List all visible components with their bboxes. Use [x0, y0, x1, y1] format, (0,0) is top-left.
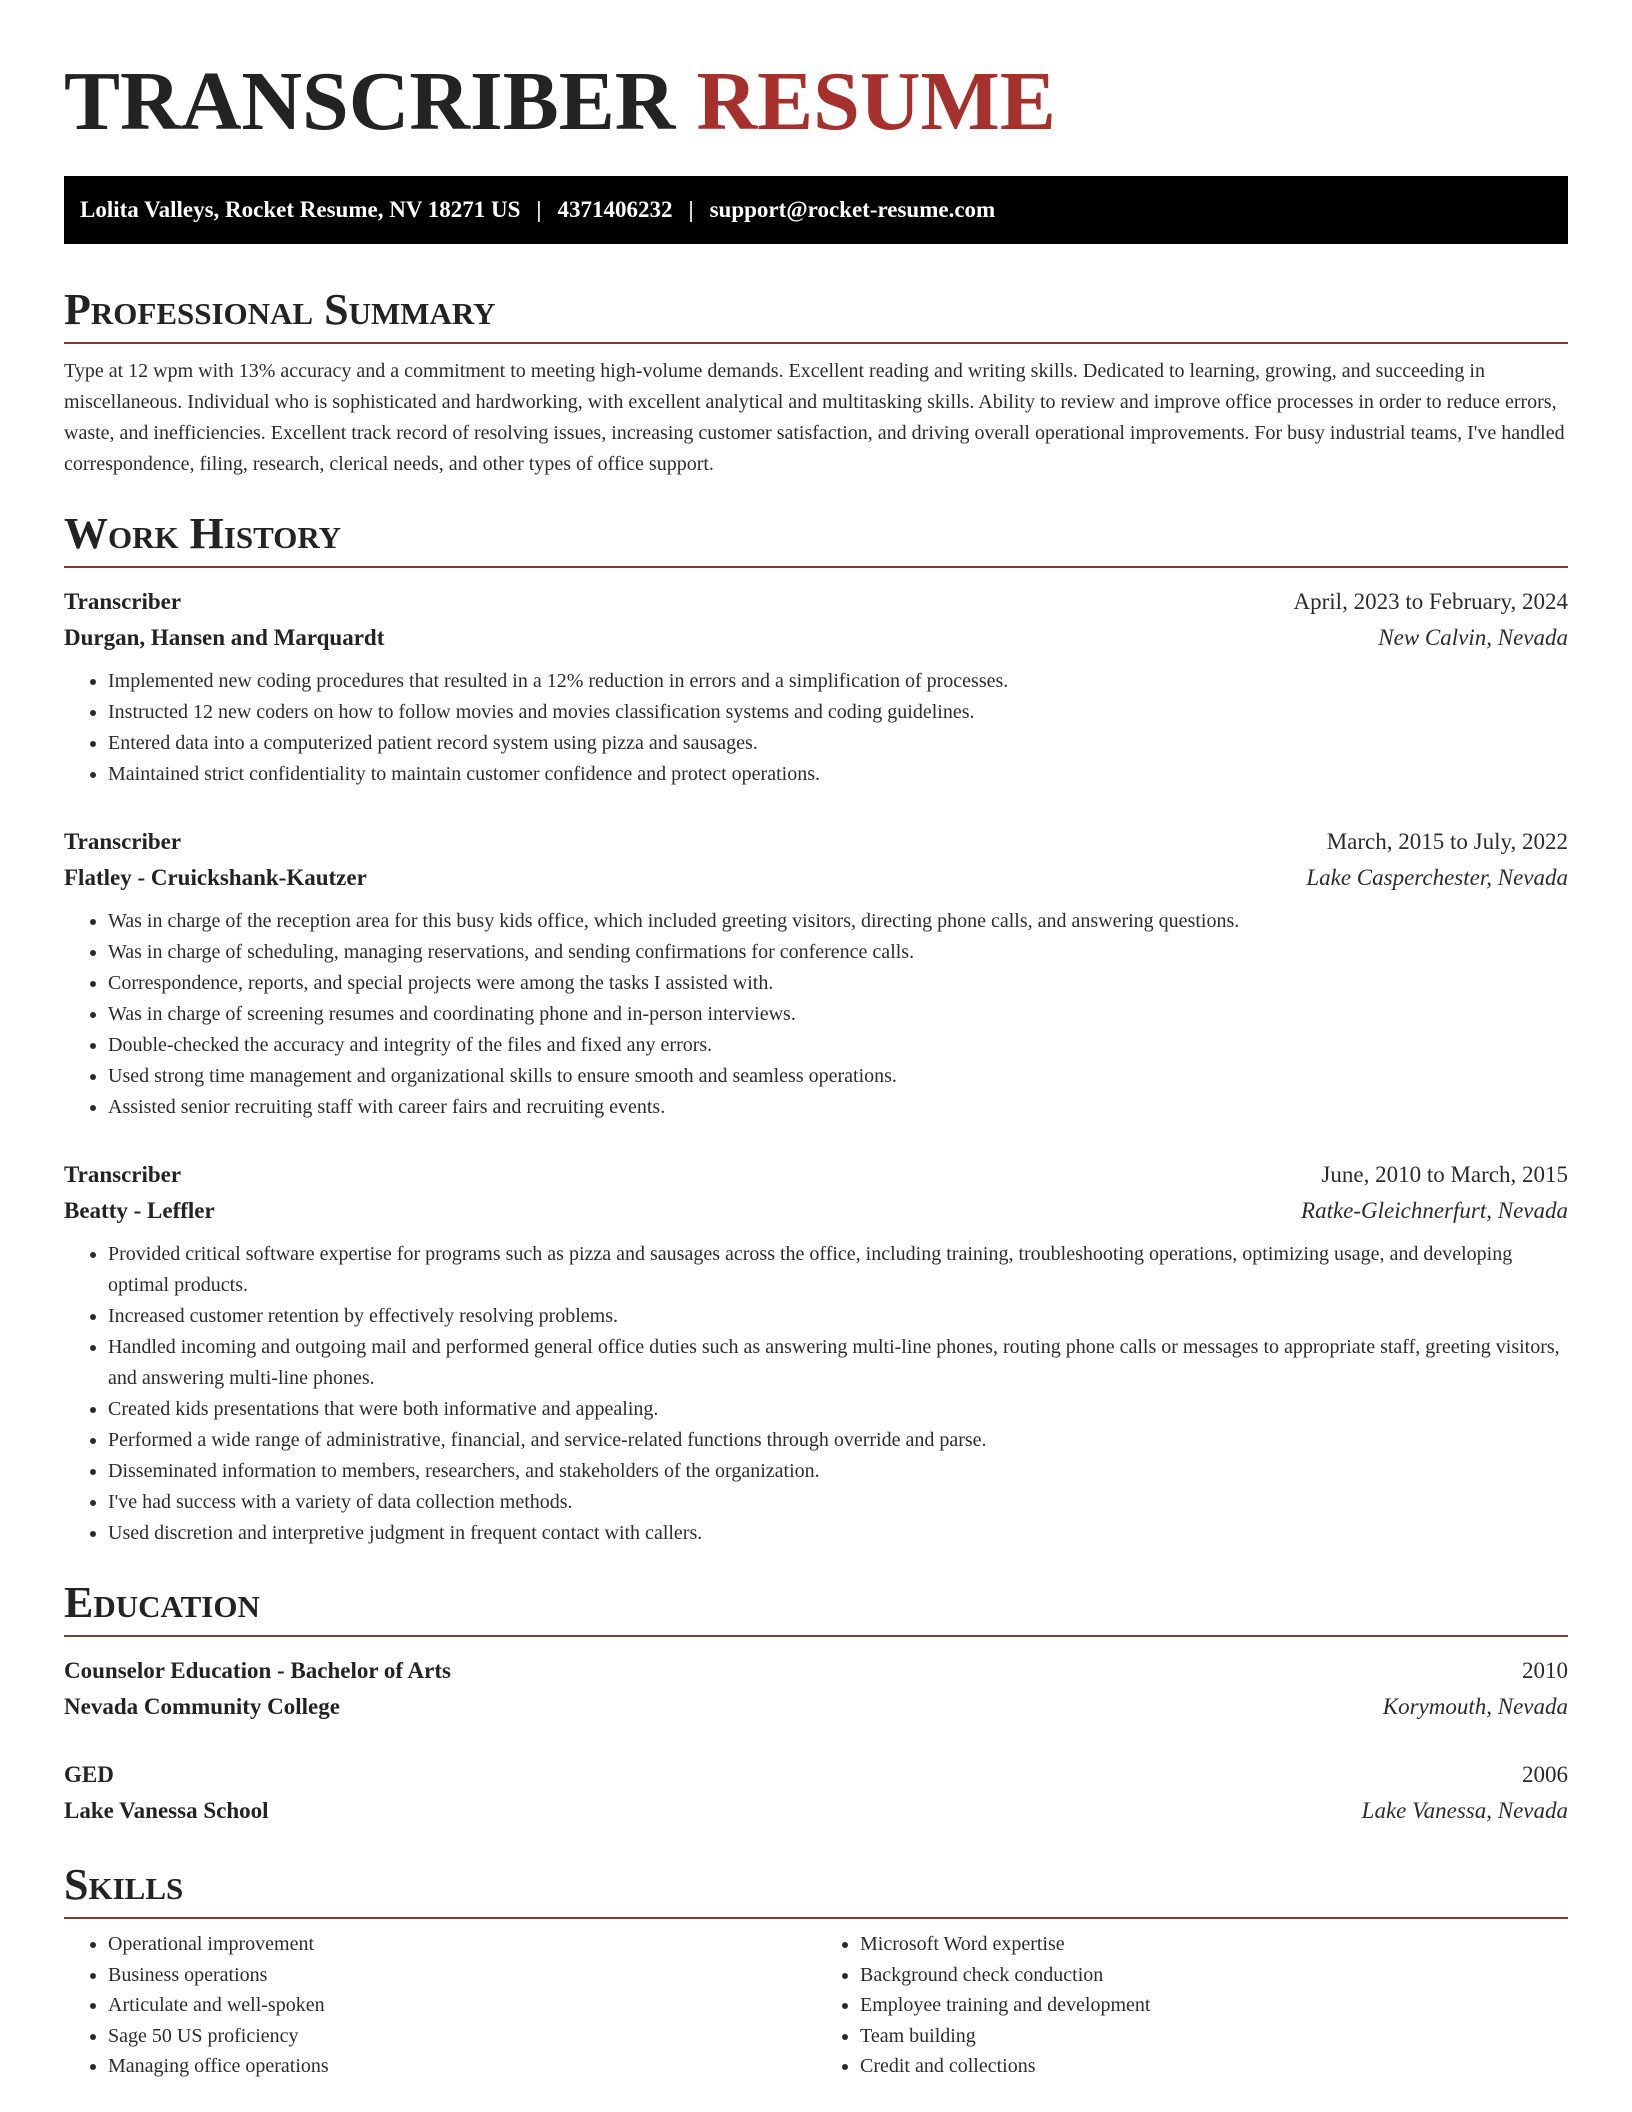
summary-section — [64, 284, 1568, 480]
job-company: Flatley - Cruickshank-Kautzer — [64, 865, 367, 890]
list-item: • Used discretion and interpretive judgment in frequent contact with callers. — [108, 1518, 1568, 1549]
job-location: New Calvin, Nevada — [1378, 625, 1568, 650]
section-divider — [64, 342, 1568, 344]
list-item: • Handled incoming and outgoing mail and performed general office duties such as answering multi-line phones, routing phone calls or messages to appropriate staff, greeting visitors, and answering multi-line phones. — [108, 1332, 1568, 1394]
list-item: • Disseminated information to members, researchers, and stakeholders of the organization. — [108, 1456, 1568, 1487]
list-item: • Operational improvement — [108, 1929, 816, 1960]
job-entry — [64, 824, 1568, 1123]
list-item: • Was in charge of screening resumes and coordinating phone and in-person interviews. — [108, 999, 1568, 1030]
job-dates: March, 2015 to July, 2022 — [1326, 829, 1568, 854]
list-item: • Maintained strict confidentiality to maintain customer confidence and protect operations. — [108, 759, 1568, 790]
list-item: • Double-checked the accuracy and integrity of the files and fixed any errors. — [108, 1030, 1568, 1061]
list-item: • Correspondence, reports, and special projects were among the tasks I assisted with. — [108, 968, 1568, 999]
list-item: • Assisted senior recruiting staff with career fairs and recruiting events. — [108, 1092, 1568, 1123]
job-company: Durgan, Hansen and Marquardt — [64, 625, 385, 650]
summary-heading: Professional Summary — [64, 285, 496, 334]
education-year: 2006 — [1522, 1762, 1568, 1787]
title-accent: RESUME — [696, 55, 1056, 148]
job-title: Transcriber — [64, 829, 182, 854]
job-title: Transcriber — [64, 589, 182, 614]
list-item: • Was in charge of the reception area for this busy kids office, which included greeting visitors, directing phone calls, and answering questions. — [108, 906, 1568, 937]
education-year: 2010 — [1522, 1658, 1568, 1683]
list-item: • Managing office operations — [108, 2051, 816, 2082]
list-item: • I've had success with a variety of data collection methods. — [108, 1487, 1568, 1518]
list-item: • Sage 50 US proficiency — [108, 2021, 816, 2052]
education-school: Lake Vanessa School — [64, 1798, 269, 1823]
job-location: Ratke-Gleichnerfurt, Nevada — [1301, 1198, 1568, 1223]
education-location: Lake Vanessa, Nevada — [1361, 1798, 1568, 1823]
job-dates: April, 2023 to February, 2024 — [1293, 589, 1568, 614]
job-header — [64, 584, 1568, 620]
job-entry — [64, 1157, 1568, 1549]
list-item: • Provided critical software expertise for programs such as pizza and sausages across the office, including training, troubleshooting operations, optimizing usage, and developing optimal products. — [108, 1239, 1568, 1301]
list-item: • Business operations — [108, 1960, 816, 1991]
list-item: • Was in charge of scheduling, managing reservations, and sending confirmations for conference calls. — [108, 937, 1568, 968]
list-item: • Created kids presentations that were both informative and appealing. — [108, 1394, 1568, 1425]
education-degree: GED — [64, 1762, 114, 1787]
skills-heading: Skills — [64, 1860, 184, 1909]
work-section — [64, 508, 1568, 1549]
resume-title — [64, 0, 1568, 152]
list-item: • Employee training and development — [860, 1990, 1568, 2021]
education-section — [64, 1577, 1568, 1829]
section-divider — [64, 1635, 1568, 1637]
job-company-row — [64, 620, 1568, 656]
list-item: • Credit and collections — [860, 2051, 1568, 2082]
education-heading: Education — [64, 1578, 260, 1627]
job-title: Transcriber — [64, 1162, 182, 1187]
job-company: Beatty - Leffler — [64, 1198, 215, 1223]
education-location: Korymouth, Nevada — [1382, 1694, 1568, 1719]
job-location: Lake Casperchester, Nevada — [1306, 865, 1568, 890]
education-entry — [64, 1653, 1568, 1725]
contact-address: Lolita Valleys, Rocket Resume, NV 18271 US — [80, 197, 521, 222]
contact-email: support@rocket-resume.com — [709, 197, 996, 222]
skills-columns — [64, 1929, 1568, 2082]
section-divider — [64, 566, 1568, 568]
education-degree-row — [64, 1653, 1568, 1689]
education-school-row — [64, 1793, 1568, 1829]
skills-list-left — [64, 1929, 816, 2082]
job-bullets — [64, 666, 1568, 790]
job-bullets — [64, 1239, 1568, 1549]
list-item: • Entered data into a computerized patient record system using pizza and sausages. — [108, 728, 1568, 759]
contact-separator: | — [688, 197, 694, 222]
section-divider — [64, 1917, 1568, 1919]
job-dates: June, 2010 to March, 2015 — [1321, 1162, 1568, 1187]
summary-text: Type at 12 wpm with 13% accuracy and a commitment to meeting high-volume demands. Excellent reading and writing skills. Dedicated to learning, growing, and succeeding in miscellaneous. Individual who is sophisticated and hardworking, with excellent analytical and multitasking skills. Ability to review and improve office processes in order to reduce errors, waste, and inefficiencies. Excellent track record of resolving issues, increasing customer satisfaction, and driving overall operational improvements. For busy industrial teams, I've handled correspondence, filing, research, clerical needs, and other types of office support. — [64, 360, 1565, 475]
work-heading: Work History — [64, 509, 342, 558]
education-entry — [64, 1757, 1568, 1829]
contact-bar — [64, 176, 1568, 244]
skills-list-right — [816, 1929, 1568, 2082]
job-header — [64, 1157, 1568, 1193]
job-entry — [64, 584, 1568, 790]
contact-separator: | — [536, 197, 542, 222]
education-school-row — [64, 1689, 1568, 1725]
title-main: TRANSCRIBER — [64, 55, 676, 148]
list-item: • Instructed 12 new coders on how to follow movies and movies classification systems and coding guidelines. — [108, 697, 1568, 728]
list-item: • Used strong time management and organizational skills to ensure smooth and seamless operations. — [108, 1061, 1568, 1092]
list-item: • Increased customer retention by effectively resolving problems. — [108, 1301, 1568, 1332]
job-company-row — [64, 860, 1568, 896]
job-bullets — [64, 906, 1568, 1123]
job-header — [64, 824, 1568, 860]
contact-phone: 4371406232 — [557, 197, 673, 222]
education-degree: Counselor Education - Bachelor of Arts — [64, 1658, 451, 1683]
education-school: Nevada Community College — [64, 1694, 340, 1719]
job-company-row — [64, 1193, 1568, 1229]
list-item: • Performed a wide range of administrative, financial, and service-related functions through override and parse. — [108, 1425, 1568, 1456]
list-item: • Team building — [860, 2021, 1568, 2052]
skills-section — [64, 1859, 1568, 2082]
list-item: • Background check conduction — [860, 1960, 1568, 1991]
education-degree-row — [64, 1757, 1568, 1793]
list-item: • Articulate and well-spoken — [108, 1990, 816, 2021]
list-item: • Implemented new coding procedures that resulted in a 12% reduction in errors and a simplification of processes. — [108, 666, 1568, 697]
list-item: • Microsoft Word expertise — [860, 1929, 1568, 1960]
